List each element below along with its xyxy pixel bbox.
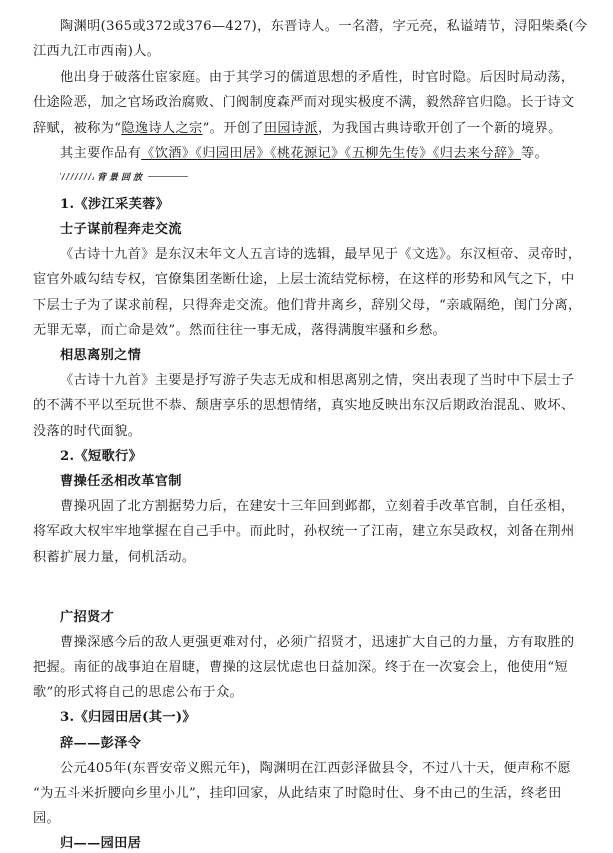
intro-paragraph-line: 他出身于破落仕宦家庭。由于其学习的儒道思想的矛盾性，时官时隐。后因时局动荡， bbox=[60, 70, 575, 85]
body-line: 的不满不平以至玩世不恭、颓唐享乐的思想情绪，真实地反映出东汉后期政治混乱、败坏、 bbox=[33, 398, 575, 413]
body-line: 将军政大权牢牢地掌握在自己手中。而此时，孙权统一了江南，建立东吴政权，刘备在荆州 bbox=[33, 524, 575, 539]
banner-hatch-decoration bbox=[60, 173, 94, 180]
intro-paragraph-line: 仕途险恶，加之官场政治腐败、门阀制度森严而对现实极度不满，毅然辞官归隐。长于诗文 bbox=[33, 95, 575, 110]
text-run: 等。 bbox=[520, 146, 549, 161]
body-line: 下层士子为了谋求前程，只得奔走交流。他们背井离乡，辞别父母，“亲戚隔绝，闺门分离， bbox=[33, 298, 582, 313]
body-line: 曹操深感今后的敌人更强更难对付，必须广招贤才，迅速扩大自己的力量，方有取胜的 bbox=[60, 635, 575, 650]
body-line: 把握。南征的战事迫在眉睫，曹操的这层忧虑也日益加深。终于在一次宴会上，他使用“短 bbox=[33, 660, 569, 675]
section-title: 3.《归园田居(其一)》 bbox=[60, 710, 196, 725]
subsection-heading: 广招贤才 bbox=[60, 610, 115, 625]
text-run: ，为我国古典诗歌开创了一个新的境界。 bbox=[317, 121, 562, 136]
body-line: 曹操巩固了北方割据势力后，在建安十三年回到邺都，立刻着手改革官制，自任丞相， bbox=[60, 499, 575, 514]
underlined-term: 隐逸诗人之宗 bbox=[121, 121, 203, 136]
section-title: 1.《涉江采芙蓉》 bbox=[60, 197, 170, 212]
subsection-heading: 辞——彭泽令 bbox=[60, 736, 142, 751]
intro-paragraph-line bbox=[33, 120, 562, 138]
banner-rule bbox=[148, 176, 188, 177]
body-line: 园。 bbox=[33, 811, 61, 826]
subsection-heading: 曹操任丞相改革官制 bbox=[60, 474, 182, 489]
body-line: 歌”的形式将自己的思虑公布于众。 bbox=[33, 685, 244, 700]
subsection-heading: 士子谋前程奔走交流 bbox=[60, 222, 182, 237]
intro-paragraph-line: 江西九江市西南)人。 bbox=[33, 44, 161, 59]
banner-label: 背景回放 bbox=[97, 172, 146, 183]
section-banner bbox=[60, 170, 188, 182]
underlined-works-list: 《饮酒》《归园田居》《桃花源记》《五柳先生传》《归去来兮辞》 bbox=[141, 146, 521, 161]
body-line: 积蓄扩展力量，伺机活动。 bbox=[33, 550, 196, 565]
subsection-heading: 归——园田居 bbox=[60, 836, 142, 851]
works-paragraph bbox=[60, 145, 548, 163]
body-line: 没落的时代面貌。 bbox=[33, 424, 142, 439]
body-line: “为五斗米折腰向乡里小儿”，挂印回家，从此结束了时隐时仕、身不由己的生活，终老田 bbox=[33, 786, 562, 801]
text-run: 辞赋，被称为“ bbox=[33, 121, 122, 136]
body-line: 《古诗十九首》是东汉末年文人五言诗的选辑，最早见于《文选》。东汉桓帝、灵帝时， bbox=[60, 247, 582, 262]
intro-paragraph-line: 陶渊明(365或372或376—427)，东晋诗人。一名潜，字元亮，私谥靖节，浔阳柴桑(今 bbox=[60, 19, 588, 34]
subsection-heading: 相思离别之情 bbox=[60, 348, 142, 363]
body-line: 公元405年(东晋安帝义熙元年)，陶渊明在江西彭泽做县令，不过八十天，便声称不愿 bbox=[60, 761, 572, 776]
text-run: ”。开创了 bbox=[202, 121, 264, 136]
body-line: 《古诗十九首》主要是抒写游子失志无成和相思离别之情，突出表现了当时中下层士子 bbox=[60, 373, 575, 388]
body-line: 宦官外戚勾结专权，官僚集团垄断仕途，上层士流结党标榜，在这样的形势和风气之下，中 bbox=[33, 272, 575, 287]
section-title: 2.《短歌行》 bbox=[60, 449, 143, 464]
body-line: 无罪无辜，而亡命是效”。然而往往一事无成，落得满腹牢骚和乡愁。 bbox=[33, 323, 447, 338]
underlined-term: 田园诗派 bbox=[263, 121, 318, 136]
text-run: 其主要作品有 bbox=[60, 146, 142, 161]
